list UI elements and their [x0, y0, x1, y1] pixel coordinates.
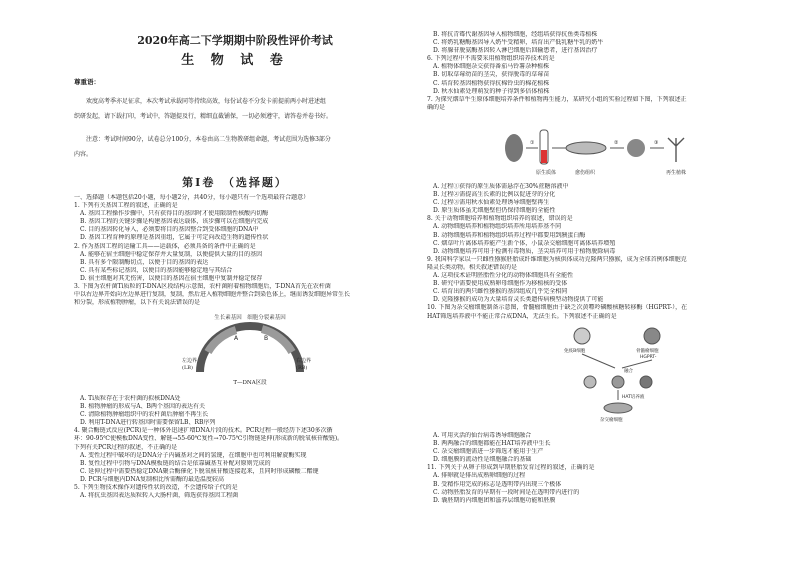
option-line: C. 动物胚胎发育的早期有一段时间是在透明带内进行的: [433, 488, 580, 496]
option-line: D. 原生质体虽无细胞壁但仍保持细胞的全能性: [433, 207, 556, 215]
myeloma-cell-icon: [644, 328, 660, 344]
option-line: A. 过程①获得的原生质体需悬浮在30%蔗糖溶液中: [433, 183, 569, 190]
option-line: B. 动物细胞培养和植物组织培养过程中都要用到胰蛋白酶: [433, 231, 586, 239]
option-line: D. 利用T-DNA进行转基因时需要保留LB、RB序列: [80, 419, 216, 427]
section-title: 第Ⅰ卷 （选择题）: [182, 176, 288, 189]
question-line: 3. 下图为农杆菌Ti质粒的T-DNA区段结构示意图，农杆菌附着植物细胞后，T-DNA首先在农杆菌: [74, 283, 331, 291]
question-line: 8. 关于动物细胞培养和植物组织培养的叙述，错误的是: [427, 215, 573, 223]
option-line: C. 清除植物肿瘤组织中的农杆菌后肿瘤不再生长: [80, 411, 209, 419]
leaf-icon: [505, 134, 523, 162]
step-1-label: ①: [530, 140, 535, 146]
fused-cell-icon: [640, 376, 652, 388]
fused-cell-icon: [584, 376, 596, 388]
protoplast-figure: [500, 116, 700, 178]
gene-segment-a: [208, 330, 236, 352]
notice-block: [74, 77, 396, 162]
option-line: A. 将抗虫基因表达质粒转入大肠杆菌，筛选获得基因工程菌: [80, 492, 239, 500]
option-line: A. 排卵就是排出成熟卵细胞的过程: [433, 472, 526, 480]
right-border-code: (RB): [296, 365, 308, 371]
option-line: D. 宿主细胞对其无伤害，以便目的基因在宿主细胞中复制并稳定保存: [80, 274, 263, 282]
hgprt-label: HGPRT-: [640, 355, 657, 360]
cell-cluster-icon: [627, 139, 645, 157]
option-line: D. 基因工程育种的原理是基因重组，它属于可定向改造生物的遗传性状: [80, 234, 269, 242]
option-line: A. 植物体细胞杂交获得番茄马铃薯杂种植株: [433, 63, 550, 71]
notice-line: 织研发起，请下载打印，考试中，答题提及行，精细直截铺保，一切必须遵守，请答卷并卷书好。: [74, 113, 333, 120]
option-line: B. 过程②需提高生长素的比例以促进芽的分化: [433, 191, 556, 199]
tdna-label: T—DNA区段: [233, 380, 267, 386]
remark-line: 注意：考试时间90分，试卷总分100分，本卷由高二生物教研组命题，考试范围为选修3部分: [74, 136, 331, 143]
right-questions-a: [427, 31, 757, 112]
ti-figure-title: 生长素基因 细胞分裂素基因: [214, 315, 286, 321]
question-line: 环：90-95℃使模板DNA变性、解链→55-60℃复性→70-75℃引物链延伸(形成新的脱氧核苷酸链)。: [74, 435, 344, 443]
option-line: B. 具有多个限制酶切点，以便于目的基因的表达: [80, 258, 209, 266]
hat-label: HAT培养液: [622, 395, 645, 400]
option-line: B. 切取草莓幼苗的茎尖，获得脱毒的草莓苗: [433, 71, 550, 79]
option-line: A. 变性过程中破坏的是DNA分子内碱基对之间的氢键，在细胞中也可利用解旋酶实现: [80, 451, 307, 459]
exam-subtitle: 生 物 试 卷: [181, 53, 289, 68]
plant-icon: [668, 138, 684, 162]
option-line: B. 两两融合的细胞都能在HAT培养液中生长: [433, 440, 551, 448]
option-line: D. 将腺苷脱氨酶基因转入淋巴细胞后回输患者，进行基因治疗: [433, 47, 598, 55]
option-line: A. 这项技术证明胚胎性分化的动物体细胞具有全能性: [433, 272, 574, 280]
option-line: D. 囊胚期的内细胞团和滋养层细胞功能和胚膜: [433, 496, 556, 504]
tube-liquid: [541, 150, 547, 163]
fuse-label: 融合: [624, 369, 633, 374]
ti-plasmid-figure: [178, 312, 318, 394]
question-line: 9. 我国科学家以一只雌性猕猴胚胎成纤维细胞为核供体成功克隆两只猕猴，成为全球首例体细胞克: [427, 255, 687, 263]
option-line: C. 杂交瘤细胞需进一步筛选才能用于生产: [433, 448, 544, 456]
question-line: 7. 为探究烟草牛生原体细胞培养条件和植物再生能力，某研究小组的实验过程如下图，下列叙述正: [427, 95, 687, 103]
option-line: A. 动物细胞培养和植物组织培养所用培养基不同: [433, 223, 562, 231]
option-line: D. 秋水仙素处理萌发的种子得到多倍体植株: [433, 87, 550, 95]
option-line: B. 复性过程中引物与DNA模板链的结合是依靠碱基互补配对原则完成的: [80, 459, 271, 467]
right-border-label: 右边界: [296, 358, 312, 364]
hybridoma-diagram: [560, 324, 680, 424]
notice-line: 欢度高考季亦足征求，本次考试承载同等持续高效，每份试卷不分发卡前提前两小时进述组: [74, 98, 327, 105]
left-border-code: (LB): [182, 365, 193, 371]
option-line: C. 培育转基因植物获得抗棉铃虫的棉花植株: [433, 79, 550, 87]
option-line: C. 将奶乳糖酶基因导入奶牛受精卵，培育出产低乳糖牛乳的奶牛: [433, 39, 604, 47]
option-line: A. 基因工程操作步骤中，只有获得目的基因时才使用限制性核酸内切酶: [80, 210, 269, 218]
option-line: B. 将抗青霉代谢基因导入植物细胞，经组培获得抗鱼类毒植株: [433, 31, 598, 38]
option-line: A. Ti质粒存在于农杆菌的拟核DNA处: [80, 395, 181, 402]
callus-label: 愈伤组织: [575, 170, 596, 176]
question-line: 一、选择题（本题包括20小题，每小题2分，共40分，每小题只有一个选项最符合题意）: [74, 194, 310, 201]
gene-a-label: A: [234, 335, 239, 342]
option-line: D. 动物细胞培养可用于检测有毒物质，茎尖培养可用于植物脱除病毒: [433, 247, 616, 255]
fused-cell-icon: [612, 376, 624, 388]
question-line: 中以右边界开始向左边界进行复制，复制，然后进入植物细胞并整合到染色体上，继而诱发细胞异常生长: [74, 291, 351, 299]
ti-plasmid-diagram: [178, 312, 318, 394]
arrow-line: [582, 354, 615, 368]
petri-dish-icon: [566, 142, 606, 154]
b-cell-icon: [574, 328, 590, 344]
option-line: D. 细胞膜的流动性是细胞融合的基础: [433, 456, 532, 464]
plant-label: 再生植株: [666, 170, 687, 176]
left-questions-a: [74, 194, 396, 307]
question-line: 确的是: [427, 103, 446, 111]
remark-line: 内容。: [74, 151, 93, 158]
question-line: 4. 聚合酶链式反应(PCR)是一种体外迅速扩增DNA片段的技术。PCR过程一般经历下述30多次循: [74, 427, 333, 435]
question-line: 6. 下列过程中不需要采用植物组织培养技术的是: [427, 55, 555, 63]
question-line: 隆灵长类动物。相关叙述错误的是: [427, 263, 518, 271]
exam-title: 2020年高二下学期期中阶段性评价考试: [137, 34, 333, 47]
result-label: 杂交瘤细胞: [600, 418, 623, 423]
left-questions-b: [74, 395, 396, 500]
b-cell-label: 免疫B细胞: [564, 349, 586, 354]
question-line: 5. 下列生物技术操作对遗传性状的改造，不会遗传给子代的是: [74, 484, 238, 492]
arrow-line: [622, 360, 652, 368]
option-line: A. 能够在宿主细胞中稳定保存并大量复制，以便提供大量的目的基因: [80, 250, 263, 258]
right-questions-b: [427, 183, 757, 321]
option-line: D. 克隆猕猴的成功为大量培育灵长类遗传病模型动物提供了可能: [433, 296, 604, 304]
hybridoma-figure: [560, 324, 680, 424]
step-3-label: ③: [654, 140, 659, 146]
question-line: HAT筛选培养液中不能正常合成DNA，无法生长。下列叙述不正确的是: [427, 312, 617, 320]
protoplast-label: 原生质体: [536, 170, 557, 176]
notice-heading: 尊重语：: [74, 78, 100, 86]
option-line: C. 过程③需用秋水仙素处理诱导细胞壁再生: [433, 199, 550, 207]
option-line: C. 培育出的两只雌性猕猴的基因组成几乎完全相同: [433, 288, 568, 296]
option-line: B. 基因工程的关键步骤是构建基因表达载体，该步骤可以在细胞内完成: [80, 218, 269, 226]
question-line: 11. 下列关于从卵子形成到早期胚胎发育过程的叙述，正确的是: [427, 464, 595, 472]
question-line: 1. 下列有关基因工程的叙述，正确的是: [74, 202, 178, 210]
option-line: C. 目的基因转化导入，必须要将目的基因整合到受体细胞的DNA中: [80, 226, 259, 234]
option-line: C. 具有某些标记基因，以便目的基因能够稳定地与其结合: [80, 266, 233, 274]
option-line: A. 可用灭活的仙台病毒诱导细胞融合: [433, 432, 532, 439]
option-line: B. 受精作用完成的标志是透明带内出现三个极体: [433, 480, 562, 488]
culture-dish-icon: [604, 403, 632, 413]
myeloma-label: 骨髓瘤细胞: [636, 349, 659, 354]
question-line: 10. 下图为杂交瘤细胞制备示意图，骨髓瘤细胞由于缺乏次黄嘌呤磷酸核糖转移酶（HGPRT-），在: [427, 304, 688, 312]
right-questions-c: [427, 432, 757, 505]
protoplast-diagram: [500, 116, 700, 178]
step-2-label: ②: [614, 140, 619, 146]
question-line: 下列有关PCR过程的叙述，不正确的是: [74, 443, 178, 451]
plasmid-arc: [200, 326, 300, 372]
option-line: C. 烟草叶片离体培养能产生新个体，小鼠杂交瘤细胞可离体培养增殖: [433, 239, 616, 247]
gene-b-label: B: [264, 335, 269, 342]
option-line: B. 植物肿瘤的形成与A、B两个基因的表达有关: [80, 403, 205, 411]
option-line: B. 研究中需要使用成熟卵母细胞作为移植核的受体: [433, 280, 568, 288]
left-border-label: 左边界: [182, 358, 198, 364]
question-line: 和分裂，形成植物肿瘤，以下有关说法错误的是: [74, 299, 201, 307]
question-line: 2. 作为基因工程的运输工具——运载体，必须具备的条件中正确的是: [74, 242, 256, 250]
option-line: C. 延伸过程中需要热稳定DNA聚合酶催化下脱氧核苷酸连接起来，且同时形成磷酸二酯键: [80, 467, 319, 475]
option-line: D. PCR与细胞内DNA复制相比所需酶的最适温度较高: [80, 475, 224, 483]
